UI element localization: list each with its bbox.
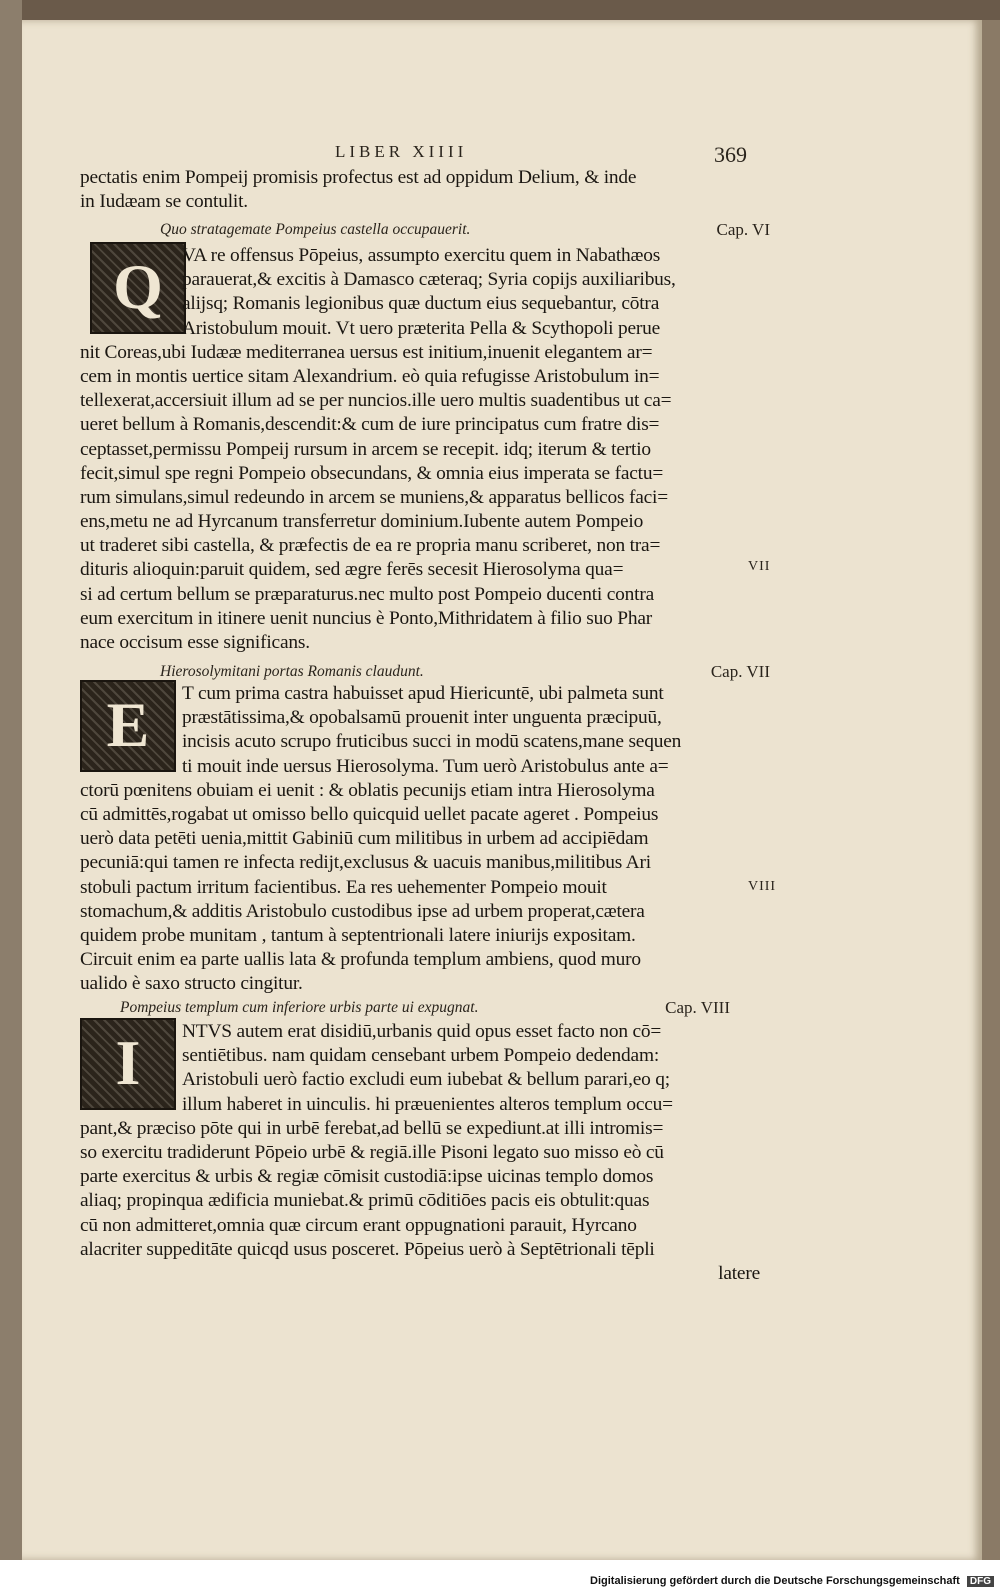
text-line: ualido è saxo structo cingitur.	[80, 973, 303, 995]
text-line: rum simulans,simul redeundo in arcem se muniens,& apparatus bellicos faci=	[80, 486, 668, 508]
text-line: Aristobuli uerò factio excludi eum iubebat & bellum parari,eo q;	[182, 1069, 670, 1091]
text-line: fecit,simul spe regni Pompeio obsecundans, & omnia eius imperata se factu=	[80, 462, 664, 484]
margin-note: VII	[748, 559, 771, 574]
chapter-summary: Hierosolymitani portas Romanis claudunt.	[160, 663, 424, 680]
text-line: alijsq; Romanis legionibus quæ ductum eius sequebantur, cōtra	[182, 293, 660, 315]
text-line: parte exercitus & urbis & regiæ cōmisit custodiā:ipse uicinas templo domos	[80, 1166, 654, 1188]
catchword: latere	[718, 1262, 760, 1284]
book-edge-top	[22, 0, 1000, 22]
text-line: pectatis enim Pompeij promisis profectus est ad oppidum Delium, & inde	[80, 167, 637, 188]
chapter-heading	[80, 218, 840, 240]
text-line: cem in montis uertice sitam Alexandrium. eò quia refugisse Aristobulum in=	[80, 365, 660, 387]
chapter-number: Cap. VII	[710, 662, 770, 681]
text-line: VA re offensus Pōpeius, assumpto exercitu quem in Nabathæos	[182, 245, 661, 266]
text-line: cū non admitteret,omnia quæ circum erant oppugnationi parauit, Hyrcano	[80, 1214, 637, 1236]
text-line: ctorū pœnitens obuiam ei uenit : & oblatis pecunijs etiam intra Hierosolyma	[80, 779, 655, 801]
chapter-summary: Quo stratagemate Pompeius castella occupauerit.	[160, 221, 471, 238]
text-line: NTVS autem erat disidiū,urbanis quid opus esset facto non cō=	[182, 1021, 662, 1042]
text-line: stomachum,& additis Aristobulo custodibus ipse ad urbem properat,cætera	[80, 900, 645, 922]
text-line: so exercitu tradiderunt Pōpeio urbē & regiā.ille Pisoni legato suo misso eò cū	[80, 1141, 664, 1163]
text-line: tellexerat,accersiuit illum ad se per nuncios.ille uero multis suadentibus ut ca=	[80, 390, 672, 412]
decorated-initial-q: Q	[90, 242, 186, 334]
text-line: T cum prima castra habuisset apud Hiericuntē, ubi palmeta sunt	[182, 683, 664, 704]
text-line: quidem probe munitam , tantum à septentrionali latere iniurijs expositam.	[80, 924, 636, 946]
book-edge-left	[0, 0, 24, 1560]
text-line: aliaq; propinqua ædificia muniebat.& primū cōditiōes pacis eis obtulit:quas	[80, 1190, 650, 1212]
text-line: in Iudæam se contulit.	[80, 191, 248, 213]
text-line: nace occisum esse significans.	[80, 632, 310, 653]
text-line: ueret bellum à Romanis,descendit:& cum de iure principatus cum fratre dis=	[80, 414, 660, 436]
decorated-initial-e: E	[80, 680, 176, 772]
decorated-initial-i: I	[80, 1018, 176, 1110]
chapter-heading	[80, 660, 840, 682]
footer-credit	[590, 1575, 994, 1587]
text-line: parauerat,& excitis à Damasco cæteraq; Syria copijs auxiliaribus,	[182, 269, 676, 291]
page-number: 369	[714, 142, 747, 167]
text-line: ceptasset,permissu Pompeij rursum in arcem se recepit. idq; iterum & tertio	[80, 438, 651, 460]
chapter-summary: Pompeius templum cum inferiore urbis parte ui expugnat.	[120, 999, 479, 1016]
text-line: Aristobulum mouit. Vt uero præterita Pella & Scythopoli perue	[182, 317, 661, 339]
text-line: pant,& præciso pōte qui in urbē ferebat,ad bellū se expediunt.at illi intromis=	[80, 1117, 664, 1139]
text-line: Circuit enim ea parte uallis lata & profunda templum ambiens, quod muro	[80, 949, 641, 971]
text-line: eum exercitum in itinere uenit nuncius è Ponto,Mithridatem à filio suo Phar	[80, 607, 652, 629]
chapter-body	[80, 682, 760, 996]
text-line: uerò data petēti uenia,mittit Gabiniū cum militibus in urbem ad accipiēdam	[80, 828, 649, 850]
text-line: cū admittēs,rogabat ut omisso bello quicquid uellet pacate ageret . Pompeius	[80, 803, 659, 825]
footer-text: Digitalisierung gefördert durch die Deutsche Forschungsgemeinschaft	[590, 1575, 960, 1587]
text-line: pecuniā:qui tamen re infecta redijt,exclusus & uacuis manibus,militibus Ari	[80, 852, 651, 874]
text-line: sentiētibus. nam quidam censebant urbem Pompeio dedendam:	[182, 1045, 660, 1067]
chapter-number: Cap. VIII	[665, 998, 730, 1017]
text-line: præstātissima,& opobalsamū prouenit inter unguenta præcipuū,	[182, 707, 662, 729]
text-line: ut traderet sibi castella, & præfectis de ea re propria manu scriberet, non tra=	[80, 535, 661, 557]
chapter-number: Cap. VI	[716, 220, 770, 239]
text-line: si ad certum bellum se præparaturus.nec multo post Pompeio ducenti contra	[80, 583, 654, 605]
text-line: illum haberet in uinculis. hi præuenientes alteros templum occu=	[182, 1093, 673, 1115]
chapter-heading	[80, 996, 800, 1018]
text-line: dituris alioquin:paruit quidem, sed ægre ferēs secesit Hierosolyma qua=	[80, 559, 624, 581]
chapter-body	[80, 244, 760, 655]
text-line: stobuli pactum irritum facientibus. Ea res uehementer Pompeio mouit	[80, 876, 607, 898]
text-line: nit Coreas,ubi Iudææ mediterranea uersus est initium,inuenit elegantem ar=	[80, 341, 653, 363]
dfg-logo: DFG	[967, 1576, 994, 1587]
chapter-body	[80, 1020, 760, 1286]
text-line: alacriter suppeditāte quicqd usus posceret. Pōpeius uerò à Septētrionali tēpli	[80, 1238, 655, 1260]
intro-block	[80, 166, 760, 214]
text-line: incisis acuto scrupo fruticibus succi in modū scatens,mane sequen	[182, 731, 682, 753]
text-line: ens,metu ne ad Hyrcanum transferretur dominium.Iubente autem Pompeio	[80, 511, 644, 533]
running-head: LIBER XIIII	[335, 142, 468, 161]
text-line: ti mouit inde uersus Hierosolyma. Tum uerò Aristobulus ante a=	[182, 755, 669, 777]
margin-note: VIII	[748, 879, 777, 894]
